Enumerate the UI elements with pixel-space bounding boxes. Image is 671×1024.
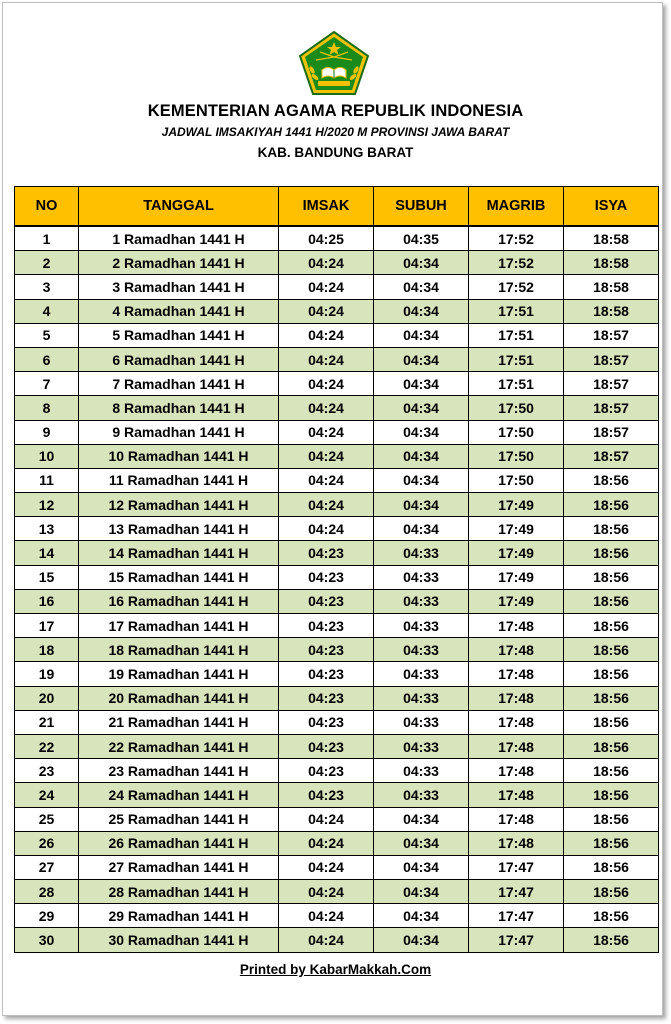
cell-isya: 18:56 (564, 904, 659, 928)
cell-tanggal: 11 Ramadhan 1441 H (79, 468, 279, 492)
cell-imsak: 04:24 (279, 323, 374, 347)
cell-magrib: 17:49 (469, 517, 564, 541)
cell-isya: 18:56 (564, 783, 659, 807)
imsakiyah-table (14, 186, 659, 953)
cell-no: 19 (15, 662, 79, 686)
cell-tanggal: 6 Ramadhan 1441 H (79, 347, 279, 371)
cell-no: 7 (15, 372, 79, 396)
cell-isya: 18:56 (564, 589, 659, 613)
cell-isya: 18:56 (564, 759, 659, 783)
cell-imsak: 04:24 (279, 299, 374, 323)
cell-imsak: 04:23 (279, 783, 374, 807)
cell-imsak: 04:24 (279, 251, 374, 275)
table-row (15, 831, 659, 855)
cell-isya: 18:57 (564, 396, 659, 420)
cell-magrib: 17:50 (469, 468, 564, 492)
cell-magrib: 17:48 (469, 759, 564, 783)
kemenag-emblem-icon (298, 30, 370, 96)
table-row (15, 468, 659, 492)
cell-tanggal: 30 Ramadhan 1441 H (79, 928, 279, 952)
cell-imsak: 04:23 (279, 638, 374, 662)
cell-imsak: 04:23 (279, 541, 374, 565)
cell-no: 25 (15, 807, 79, 831)
table-row (15, 686, 659, 710)
cell-no: 28 (15, 880, 79, 904)
cell-tanggal: 9 Ramadhan 1441 H (79, 420, 279, 444)
cell-isya: 18:56 (564, 614, 659, 638)
cell-subuh: 04:34 (374, 493, 469, 517)
cell-no: 14 (15, 541, 79, 565)
column-header-imsak: IMSAK (279, 187, 374, 227)
cell-subuh: 04:34 (374, 251, 469, 275)
cell-no: 5 (15, 323, 79, 347)
page-subtitle: JADWAL IMSAKIYAH 1441 H/2020 M PROVINSI JAWA BARAT (161, 125, 510, 139)
cell-magrib: 17:51 (469, 347, 564, 371)
table-row (15, 855, 659, 879)
cell-tanggal: 27 Ramadhan 1441 H (79, 855, 279, 879)
cell-no: 17 (15, 614, 79, 638)
cell-subuh: 04:33 (374, 759, 469, 783)
cell-magrib: 17:47 (469, 855, 564, 879)
cell-isya: 18:56 (564, 734, 659, 758)
cell-imsak: 04:24 (279, 444, 374, 468)
cell-tanggal: 4 Ramadhan 1441 H (79, 299, 279, 323)
cell-no: 10 (15, 444, 79, 468)
cell-imsak: 04:23 (279, 589, 374, 613)
cell-subuh: 04:34 (374, 420, 469, 444)
document-header (0, 100, 671, 164)
cell-magrib: 17:49 (469, 493, 564, 517)
column-header-magrib: MAGRIB (469, 187, 564, 227)
cell-tanggal: 12 Ramadhan 1441 H (79, 493, 279, 517)
cell-subuh: 04:34 (374, 372, 469, 396)
cell-subuh: 04:34 (374, 855, 469, 879)
cell-tanggal: 25 Ramadhan 1441 H (79, 807, 279, 831)
cell-isya: 18:56 (564, 662, 659, 686)
cell-no: 2 (15, 251, 79, 275)
page-title: KEMENTERIAN AGAMA REPUBLIK INDONESIA (147, 102, 524, 120)
table-row (15, 517, 659, 541)
cell-imsak: 04:24 (279, 372, 374, 396)
cell-subuh: 04:34 (374, 928, 469, 952)
cell-imsak: 04:24 (279, 493, 374, 517)
cell-no: 20 (15, 686, 79, 710)
cell-magrib: 17:48 (469, 783, 564, 807)
cell-imsak: 04:23 (279, 710, 374, 734)
cell-tanggal: 28 Ramadhan 1441 H (79, 880, 279, 904)
cell-tanggal: 18 Ramadhan 1441 H (79, 638, 279, 662)
cell-tanggal: 15 Ramadhan 1441 H (79, 565, 279, 589)
cell-no: 9 (15, 420, 79, 444)
cell-no: 24 (15, 783, 79, 807)
table-row (15, 396, 659, 420)
cell-isya: 18:57 (564, 372, 659, 396)
cell-no: 30 (15, 928, 79, 952)
cell-subuh: 04:33 (374, 710, 469, 734)
cell-imsak: 04:24 (279, 396, 374, 420)
cell-imsak: 04:24 (279, 275, 374, 299)
cell-subuh: 04:33 (374, 686, 469, 710)
cell-imsak: 04:24 (279, 928, 374, 952)
table-row (15, 541, 659, 565)
cell-magrib: 17:50 (469, 444, 564, 468)
cell-magrib: 17:47 (469, 880, 564, 904)
cell-subuh: 04:35 (374, 226, 469, 251)
table-header-row (15, 187, 659, 227)
cell-tanggal: 16 Ramadhan 1441 H (79, 589, 279, 613)
cell-isya: 18:57 (564, 444, 659, 468)
column-header-isya: ISYA (564, 187, 659, 227)
table-row (15, 444, 659, 468)
column-header-no: NO (15, 187, 79, 227)
table-row (15, 323, 659, 347)
cell-magrib: 17:50 (469, 396, 564, 420)
cell-imsak: 04:23 (279, 614, 374, 638)
table-row (15, 783, 659, 807)
column-header-tanggal: TANGGAL (79, 187, 279, 227)
cell-no: 3 (15, 275, 79, 299)
cell-magrib: 17:48 (469, 638, 564, 662)
cell-subuh: 04:34 (374, 299, 469, 323)
column-header-subuh: SUBUH (374, 187, 469, 227)
cell-no: 18 (15, 638, 79, 662)
cell-subuh: 04:34 (374, 517, 469, 541)
cell-tanggal: 17 Ramadhan 1441 H (79, 614, 279, 638)
table-row (15, 759, 659, 783)
table-row (15, 638, 659, 662)
table-row (15, 299, 659, 323)
cell-subuh: 04:33 (374, 734, 469, 758)
cell-subuh: 04:33 (374, 638, 469, 662)
cell-tanggal: 19 Ramadhan 1441 H (79, 662, 279, 686)
footer-credit (0, 962, 671, 977)
cell-isya: 18:56 (564, 493, 659, 517)
cell-subuh: 04:33 (374, 662, 469, 686)
cell-imsak: 04:24 (279, 831, 374, 855)
cell-subuh: 04:34 (374, 444, 469, 468)
cell-subuh: 04:34 (374, 396, 469, 420)
cell-subuh: 04:34 (374, 880, 469, 904)
cell-imsak: 04:24 (279, 468, 374, 492)
cell-isya: 18:58 (564, 251, 659, 275)
cell-subuh: 04:34 (374, 275, 469, 299)
cell-subuh: 04:33 (374, 565, 469, 589)
cell-imsak: 04:24 (279, 807, 374, 831)
cell-tanggal: 26 Ramadhan 1441 H (79, 831, 279, 855)
table-row (15, 614, 659, 638)
table-row (15, 420, 659, 444)
cell-imsak: 04:24 (279, 420, 374, 444)
cell-magrib: 17:51 (469, 299, 564, 323)
table-row (15, 880, 659, 904)
cell-isya: 18:57 (564, 420, 659, 444)
cell-no: 22 (15, 734, 79, 758)
cell-isya: 18:56 (564, 638, 659, 662)
cell-subuh: 04:33 (374, 589, 469, 613)
cell-no: 12 (15, 493, 79, 517)
table-row (15, 565, 659, 589)
cell-magrib: 17:47 (469, 904, 564, 928)
cell-imsak: 04:25 (279, 226, 374, 251)
cell-imsak: 04:24 (279, 904, 374, 928)
cell-imsak: 04:23 (279, 759, 374, 783)
cell-tanggal: 1 Ramadhan 1441 H (79, 226, 279, 251)
table-row (15, 904, 659, 928)
table-row (15, 493, 659, 517)
cell-no: 27 (15, 855, 79, 879)
cell-tanggal: 2 Ramadhan 1441 H (79, 251, 279, 275)
cell-magrib: 17:52 (469, 251, 564, 275)
cell-tanggal: 29 Ramadhan 1441 H (79, 904, 279, 928)
cell-tanggal: 10 Ramadhan 1441 H (79, 444, 279, 468)
cell-tanggal: 14 Ramadhan 1441 H (79, 541, 279, 565)
cell-isya: 18:56 (564, 855, 659, 879)
cell-tanggal: 22 Ramadhan 1441 H (79, 734, 279, 758)
cell-subuh: 04:34 (374, 904, 469, 928)
cell-no: 23 (15, 759, 79, 783)
cell-magrib: 17:49 (469, 541, 564, 565)
table-row (15, 251, 659, 275)
cell-subuh: 04:34 (374, 831, 469, 855)
region-label: KAB. BANDUNG BARAT (257, 145, 414, 160)
table-row (15, 928, 659, 952)
cell-subuh: 04:33 (374, 783, 469, 807)
cell-isya: 18:56 (564, 565, 659, 589)
cell-isya: 18:58 (564, 299, 659, 323)
cell-tanggal: 24 Ramadhan 1441 H (79, 783, 279, 807)
cell-isya: 18:56 (564, 831, 659, 855)
cell-isya: 18:58 (564, 226, 659, 251)
cell-magrib: 17:48 (469, 686, 564, 710)
cell-magrib: 17:48 (469, 831, 564, 855)
cell-subuh: 04:34 (374, 468, 469, 492)
cell-isya: 18:57 (564, 347, 659, 371)
cell-imsak: 04:24 (279, 855, 374, 879)
cell-subuh: 04:34 (374, 807, 469, 831)
cell-no: 8 (15, 396, 79, 420)
cell-magrib: 17:48 (469, 614, 564, 638)
cell-magrib: 17:49 (469, 565, 564, 589)
cell-no: 29 (15, 904, 79, 928)
cell-no: 21 (15, 710, 79, 734)
cell-tanggal: 23 Ramadhan 1441 H (79, 759, 279, 783)
cell-imsak: 04:23 (279, 734, 374, 758)
footer-credit-text: Printed by KabarMakkah.Com (239, 962, 432, 977)
cell-no: 13 (15, 517, 79, 541)
table-row (15, 662, 659, 686)
cell-no: 16 (15, 589, 79, 613)
cell-isya: 18:56 (564, 880, 659, 904)
table-body (15, 226, 659, 952)
cell-tanggal: 20 Ramadhan 1441 H (79, 686, 279, 710)
table-row (15, 347, 659, 371)
cell-magrib: 17:52 (469, 226, 564, 251)
table-row (15, 710, 659, 734)
cell-imsak: 04:23 (279, 565, 374, 589)
cell-magrib: 17:50 (469, 420, 564, 444)
cell-isya: 18:56 (564, 468, 659, 492)
table-row (15, 275, 659, 299)
cell-isya: 18:56 (564, 686, 659, 710)
cell-subuh: 04:33 (374, 541, 469, 565)
cell-magrib: 17:47 (469, 928, 564, 952)
cell-magrib: 17:51 (469, 372, 564, 396)
cell-isya: 18:56 (564, 928, 659, 952)
cell-magrib: 17:52 (469, 275, 564, 299)
cell-magrib: 17:48 (469, 662, 564, 686)
cell-isya: 18:56 (564, 807, 659, 831)
table-row (15, 226, 659, 251)
cell-imsak: 04:23 (279, 662, 374, 686)
cell-isya: 18:57 (564, 323, 659, 347)
cell-no: 4 (15, 299, 79, 323)
cell-magrib: 17:51 (469, 323, 564, 347)
cell-tanggal: 7 Ramadhan 1441 H (79, 372, 279, 396)
cell-no: 1 (15, 226, 79, 251)
table-row (15, 734, 659, 758)
cell-tanggal: 13 Ramadhan 1441 H (79, 517, 279, 541)
cell-subuh: 04:33 (374, 614, 469, 638)
cell-tanggal: 21 Ramadhan 1441 H (79, 710, 279, 734)
cell-tanggal: 5 Ramadhan 1441 H (79, 323, 279, 347)
cell-no: 11 (15, 468, 79, 492)
cell-magrib: 17:49 (469, 589, 564, 613)
cell-isya: 18:56 (564, 541, 659, 565)
cell-isya: 18:58 (564, 275, 659, 299)
cell-imsak: 04:24 (279, 347, 374, 371)
cell-isya: 18:56 (564, 710, 659, 734)
cell-magrib: 17:48 (469, 710, 564, 734)
cell-tanggal: 8 Ramadhan 1441 H (79, 396, 279, 420)
cell-subuh: 04:34 (374, 347, 469, 371)
cell-imsak: 04:23 (279, 686, 374, 710)
cell-subuh: 04:34 (374, 323, 469, 347)
table-row (15, 589, 659, 613)
cell-magrib: 17:48 (469, 734, 564, 758)
cell-magrib: 17:48 (469, 807, 564, 831)
cell-tanggal: 3 Ramadhan 1441 H (79, 275, 279, 299)
cell-no: 15 (15, 565, 79, 589)
table-row (15, 372, 659, 396)
cell-isya: 18:56 (564, 517, 659, 541)
cell-imsak: 04:24 (279, 517, 374, 541)
cell-imsak: 04:24 (279, 880, 374, 904)
cell-no: 6 (15, 347, 79, 371)
table-row (15, 807, 659, 831)
cell-no: 26 (15, 831, 79, 855)
